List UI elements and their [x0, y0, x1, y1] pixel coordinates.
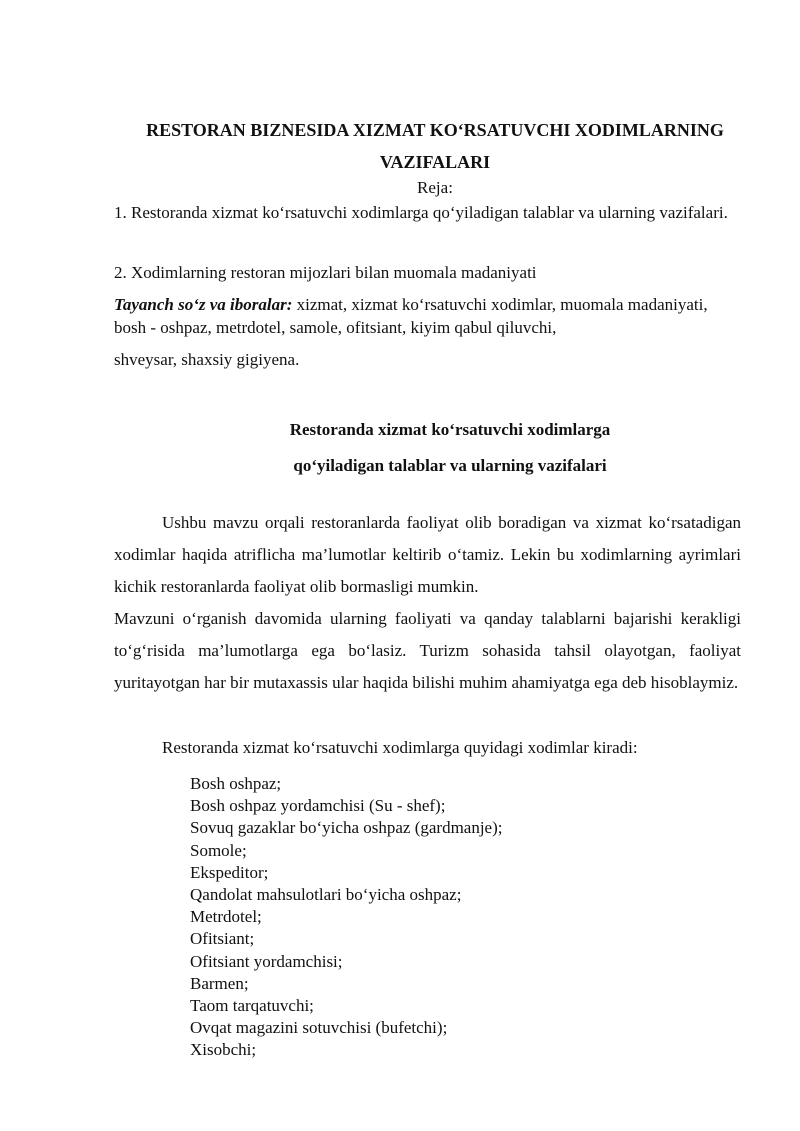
list-item: Xisobchi;	[190, 1040, 257, 1060]
section-title	[120, 412, 780, 484]
document-title	[90, 114, 780, 178]
section-title-line-2: qo‘yiladigan talablar va ularning vazifalari	[293, 456, 607, 475]
keywords-text-end: shveysar, shaxsiy gigiyena.	[114, 350, 300, 369]
staff-list	[190, 773, 503, 1062]
keywords-text: xizmat, xizmat ko‘rsatuvchi xodimlar, muomala madaniyati, bosh - oshpaz, metrdotel, samole, ofitsiant, kiyim qabul qiluvchi,	[114, 295, 708, 337]
plan-heading: Reja:	[417, 178, 453, 197]
list-item: Somole;	[190, 840, 247, 860]
keywords-label: Tayanch so‘z va iboralar:	[114, 295, 293, 314]
list-item: Metrdotel;	[190, 907, 262, 927]
list-item: Bosh oshpaz;	[190, 774, 282, 793]
list-item: Qandolat mahsulotlari bo‘yicha oshpaz;	[190, 885, 462, 905]
title-line-1: RESTORAN BIZNESIDA XIZMAT KO‘RSATUVCHI XODIMLARNING	[146, 120, 724, 140]
list-item: Bosh oshpaz yordamchisi (Su - shef);	[190, 796, 446, 816]
list-item: Barmen;	[190, 973, 249, 993]
body-paragraph-3: Restoranda xizmat ko‘rsatuvchi xodimlarga quyidagi xodimlar kiradi:	[162, 738, 638, 757]
list-item: Ovqat magazini sotuvchisi (bufetchi);	[190, 1018, 448, 1038]
section-title-line-1: Restoranda xizmat ko‘rsatuvchi xodimlarga	[289, 420, 611, 439]
list-item: Sovuq gazaklar bo‘yicha oshpaz (gardmanje);	[190, 818, 503, 838]
plan-item-1: 1. Restoranda xizmat ko‘rsatuvchi xodimlarga qo‘yiladigan talablar va ularning vazifalari.	[114, 203, 728, 222]
list-item: Ofitsiant yordamchisi;	[190, 951, 343, 971]
plan-item-2: 2. Xodimlarning restoran mijozlari bilan muomala madaniyati	[114, 263, 537, 282]
title-line-2: VAZIFALARI	[379, 152, 491, 172]
body-paragraph-1: Ushbu mavzu orqali restoranlarda faoliyat olib boradigan va xizmat ko‘rsatadigan xodimlar haqida atriflicha ma’lumotlar keltirib o‘tamiz. Lekin bu xodimlarning ayrimlari kichik restoranlarda faoliyat olib bormasligi mumkin.	[114, 513, 741, 596]
body-paragraph-2: Mavzuni o‘rganish davomida ularning faoliyati va qanday talablarni bajarishi kerakligi to‘g‘risida ma’lumotlarga ega bo‘lasiz. Turizm sohasida tahsil olayotgan, faoliyat yuritayotgan har bir mutaxassis ular haqida bilishi muhim ahamiyatga ega deb hisoblaymiz.	[114, 609, 741, 692]
list-item: Ofitsiant;	[190, 929, 255, 949]
keywords-paragraph	[114, 293, 724, 371]
list-item: Taom tarqatuvchi;	[190, 996, 314, 1016]
list-item: Ekspeditor;	[190, 862, 269, 882]
